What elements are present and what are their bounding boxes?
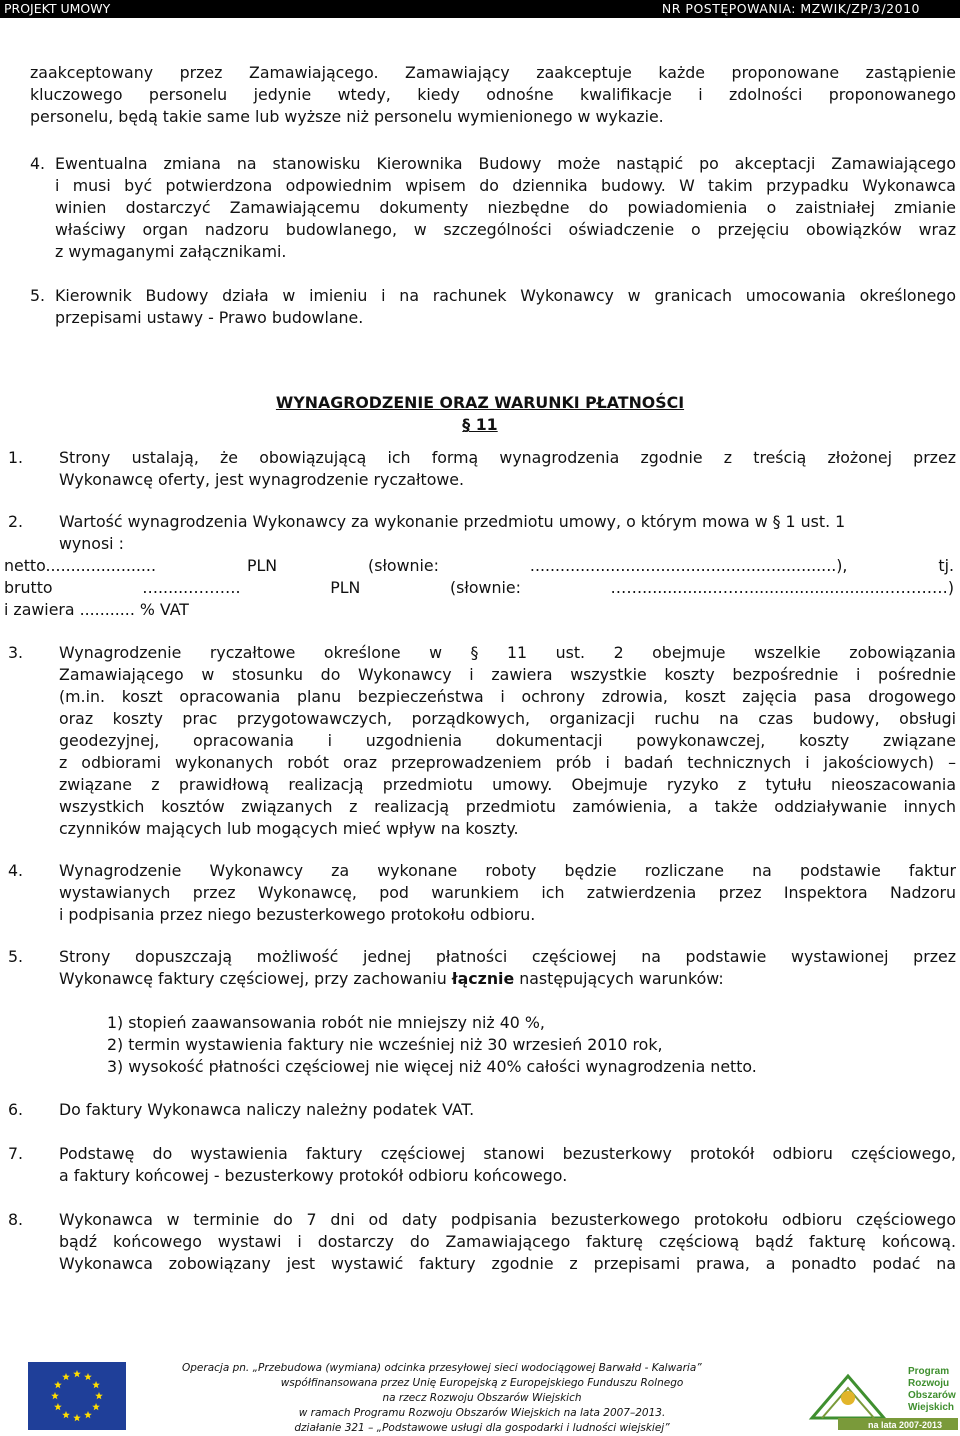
s8-line: bądź końcowego wystawi i dostarczy do Zamawiającego fakturę częściową bądź fakturę końcową. <box>59 1232 956 1251</box>
p5-number: 5. <box>30 286 46 305</box>
header-procedure-number: NR POSTĘPOWANIA: MZWIK/ZP/3/2010 <box>661 1 920 16</box>
s7-line: a faktury końcowej - bezusterkowy protokół odbioru końcowego. <box>59 1166 568 1185</box>
footer-line: na rzecz Rozwoju Obszarów Wiejskich <box>382 1392 582 1404</box>
s2-number: 2. <box>8 512 24 531</box>
prow-logo-text: Program <box>908 1366 950 1377</box>
p5-line: Kierownik Budowy działa w imieniu i na rachunek Wykonawcy w granicach umocowania określonego <box>55 286 956 305</box>
s4-line: wystawianych przez Wykonawcę, pod warunkiem ich zatwierdzenia przez Inspektora Nadzoru <box>59 883 956 902</box>
prow-logo-text: Wiejskich <box>908 1402 955 1413</box>
s3-line: geodezyjnej, opracowania i uzgodnienia dokumentacji powykonawczej, koszty związane <box>59 731 956 750</box>
prow-logo-years: na lata 2007-2013 <box>868 1420 943 1430</box>
s1-number: 1. <box>8 448 24 467</box>
s8-line: Wykonawca zobowiązany jest wystawić faktury zgodnie z przepisami prawa, a ponadto podać na <box>59 1254 956 1273</box>
p4-line: z wymaganymi załącznikami. <box>55 242 287 261</box>
footer-line: działanie 321 – „Podstawowe usługi dla gospodarki i ludności wiejskiej” <box>294 1422 670 1434</box>
p3-line: kluczowego personelu jedynie wtedy, kiedy odnośne kwalifikacje i zdolności proponowanego <box>30 85 956 104</box>
s6-number: 6. <box>8 1100 24 1119</box>
section-title: WYNAGRODZENIE ORAZ WARUNKI PŁATNOŚCI <box>275 393 685 412</box>
s3-line: Wynagrodzenie ryczałtowe określone w § 11 ust. 2 obejmuje wszelkie zobowiązania <box>59 643 956 662</box>
page-header-bar <box>0 0 960 18</box>
prow-logo-text: Obszarów <box>908 1390 956 1401</box>
s5-condition-item: 2) termin wystawienia faktury nie wcześniej niż 30 wrzesień 2010 rok, <box>107 1035 663 1054</box>
p3-line: personelu, będą takie same lub wyższe niż personelu wymienionego w wykazie. <box>30 107 664 126</box>
prow-logo <box>808 1362 958 1430</box>
footer-funding-note <box>182 1361 782 1436</box>
s3-line: związane z prawidłową realizacją przedmiotu umowy. Obejmuje ryzyko z tytułu nieoszacowania <box>59 775 956 794</box>
s2-line: Wartość wynagrodzenia Wykonawcy za wykonanie przedmiotu umowy, o którym mowa w § 1 ust. 1 <box>59 512 846 531</box>
s5-line-2-start: Wykonawcę faktury częściowej, przy zachowaniu <box>59 969 452 988</box>
s4-line: i podpisania przez niego bezusterkowego protokołu odbioru. <box>59 905 536 924</box>
s2-line: wynosi : <box>59 534 124 553</box>
s5-line: Strony dopuszczają możliwość jednej płatności częściowej na podstawie wystawionej przez <box>59 947 956 966</box>
s7-line: Podstawę do wystawienia faktury częściowej stanowi bezusterkowy protokół odbioru częściowego, <box>59 1144 956 1163</box>
eu-flag-logo <box>28 1362 126 1430</box>
s5-line-2 <box>59 968 724 990</box>
s4-number: 4. <box>8 861 24 880</box>
s3-line: oraz koszty prac przygotowawczych, porządkowych, organizacji ruchu na czas budowy, obsługi <box>59 709 956 728</box>
s5-number: 5. <box>8 947 24 966</box>
s8-number: 8. <box>8 1210 24 1229</box>
p4-number: 4. <box>30 154 46 173</box>
s2-vat: i zawiera ........... % VAT <box>4 600 189 619</box>
s2-brutto: brutto …......………. PLN (słownie: ……...............……...........................…………) <box>4 578 954 597</box>
s5-bold-word: łącznie <box>451 969 515 988</box>
p4-line: właściwy organ nadzoru budowlanego, w szczególności oświadczenie o przejęciu obowiązków wraz <box>55 220 956 239</box>
footer-line: Operacja pn. „Przebudowa (wymiana) odcinka przesyłowej sieci wodociągowej Barwałd - Kalwaria” <box>182 1362 702 1374</box>
s6-line: Do faktury Wykonawca naliczy należny podatek VAT. <box>59 1100 475 1119</box>
p4-line: i musi być potwierdzona odpowiednim wpisem do dziennika budowy. W takim przypadku Wykonawca <box>55 176 956 195</box>
s3-line: czynników mających lub mogących mieć wpływ na koszty. <box>59 819 519 838</box>
s8-line: Wykonawca w terminie do 7 dni od daty podpisania bezusterkowego protokołu odbioru częściowego <box>59 1210 956 1229</box>
s7-number: 7. <box>8 1144 24 1163</box>
header-project-label: PROJEKT UMOWY <box>4 1 111 16</box>
s2-netto: netto...................... PLN (słownie: .............................................................), tj. <box>4 556 954 575</box>
s1-line: Strony ustalają, że obowiązującą ich formą wynagrodzenia zgodnie z treścią złożonej przez <box>59 448 956 467</box>
s5-condition-item: 1) stopień zaawansowania robót nie mniejszy niż 40 %, <box>107 1013 545 1032</box>
s1-line: Wykonawcę oferty, jest wynagrodzenie ryczałtowe. <box>59 470 465 489</box>
p5-line: przepisami ustawy - Prawo budowlane. <box>55 308 364 327</box>
s3-number: 3. <box>8 643 24 662</box>
s3-line: wszystkich kosztów związanych z realizacją przedmiotu zamówienia, a także oddziaływanie innych <box>59 797 956 816</box>
footer-line: współfinansowana przez Unię Europejską z Europejskiego Funduszu Rolnego <box>280 1377 684 1389</box>
section-number: § 11 <box>462 415 498 434</box>
p4-line: winien dostarczyć Zamawiającemu dokumenty niezbędne do powiadomienia o zaistniałej zmianie <box>55 198 956 217</box>
s4-line: Wynagrodzenie Wykonawcy za wykonane roboty będzie rozliczane na podstawie faktur <box>59 861 956 880</box>
s3-line: z odbiorami wykonanych robót oraz przeprowadzeniem prób i badań technicznych i jakościowych) – <box>59 753 956 772</box>
s3-line: Zamawiającego w stosunku do Wykonawcy i zawiera wszystkie koszty bezpośrednie i pośrednie <box>59 665 956 684</box>
prow-logo-text: Rozwoju <box>908 1378 950 1389</box>
footer-line: w ramach Programu Rozwoju Obszarów Wiejskich na lata 2007–2013. <box>298 1407 666 1419</box>
s3-line: (m.in. koszt opracowania planu bezpieczeństwa i ochrony zdrowia, koszt zajęcia pasa drogowego <box>59 687 956 706</box>
s5-condition-item: 3) wysokość płatności częściowej nie więcej niż 40% całości wynagrodzenia netto. <box>107 1057 757 1076</box>
s5-line-2-end: następujących warunków: <box>514 969 724 988</box>
p3-line: zaakceptowany przez Zamawiającego. Zamawiający zaakceptuje każde proponowane zastąpienie <box>30 63 956 82</box>
p4-line: Ewentualna zmiana na stanowisku Kierownika Budowy może nastąpić po akceptacji Zamawiającego <box>55 154 956 173</box>
